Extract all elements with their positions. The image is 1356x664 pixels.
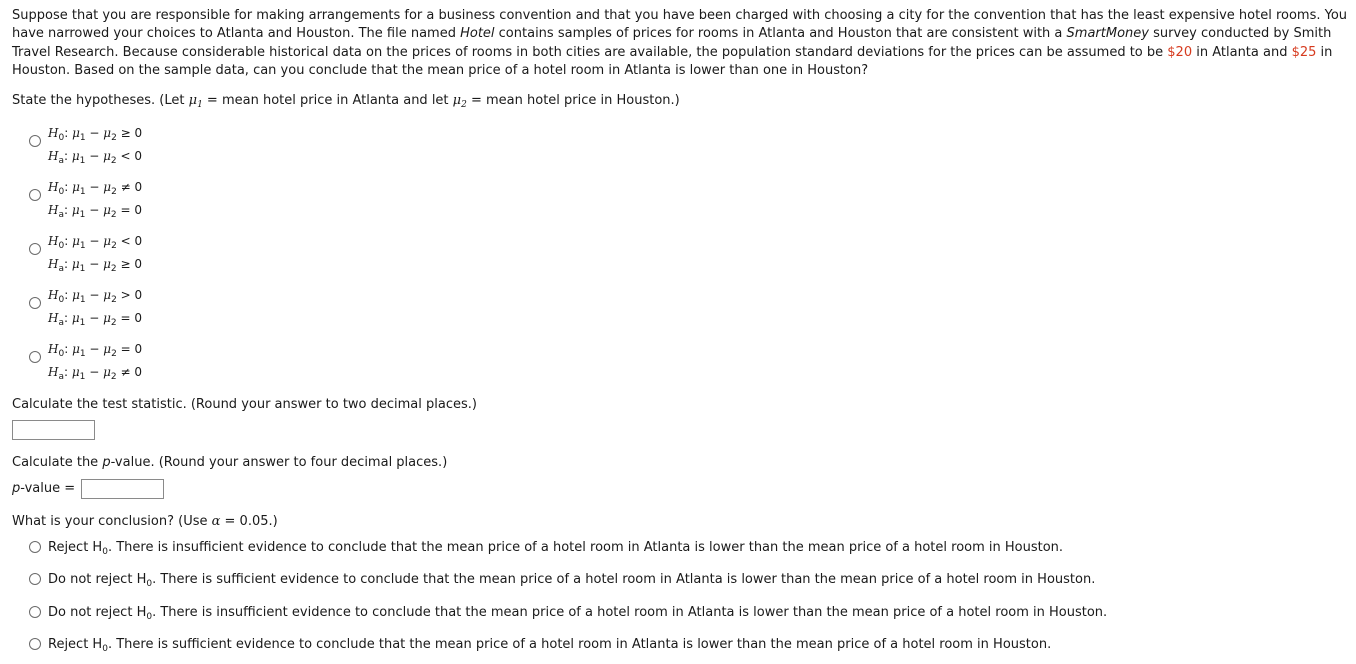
sd-houston: $25 (1291, 44, 1317, 60)
hypothesis-radio-1[interactable] (29, 135, 41, 147)
h0-line-1: $H_0$: $\mu_1 - \mu_2 \ge 0$ (48, 126, 143, 143)
hypotheses-prompt-b: = mean hotel price in Atlanta and let (202, 93, 453, 108)
hypotheses-prompt: State the hypotheses. (Let $\mu_1$ = mean hotel price in Atlanta and let $\mu_2$ = mean hotel price in Houston.) (12, 93, 680, 110)
hypothesis-radio-5[interactable] (29, 351, 41, 363)
conclusion-radio-1[interactable] (29, 541, 41, 553)
survey-name: SmartMoney (1066, 26, 1149, 42)
hypotheses-prompt-c: = mean hotel price in Houston.) (466, 93, 680, 108)
conclusion-radio-3[interactable] (29, 606, 41, 618)
problem-text-2: contains samples of prices for rooms in Atlanta and Houston that are consistent with a (494, 26, 1067, 42)
h0-line-2: $H_0$: $\mu_1 - \mu_2 \ne 0$ (48, 180, 143, 197)
conclusion-text-4: Reject $H_0$. There is sufficient evidence to conclude that the mean price of a hotel room in Atlanta is lower than the mean price of a hotel room in Houston. (48, 637, 1052, 654)
ha-line-3: $H_a$: $\mu_1 - \mu_2 \ge 0$ (48, 257, 142, 274)
h0-line-3: $H_0$: $\mu_1 - \mu_2 < 0$ (48, 234, 143, 251)
ha-line-5: $H_a$: $\mu_1 - \mu_2 \ne 0$ (48, 365, 142, 382)
hypothesis-radio-4[interactable] (29, 297, 41, 309)
h0-line-5: $H_0$: $\mu_1 - \mu_2 = 0$ (48, 342, 143, 359)
p-value-label: p-value = (12, 481, 76, 496)
problem-text-4: in Atlanta and (1192, 44, 1292, 60)
test-statistic-prompt: Calculate the test statistic. (Round your answer to two decimal places.) (12, 397, 477, 412)
ha-line-1: $H_a$: $\mu_1 - \mu_2 < 0$ (48, 149, 142, 166)
problem-text-1: Suppose that you are responsible for making arrangements for a business convention and that you have been charged with choosing a city for the convention that has the least expensive hotel rooms. You have narrowed your choices to Atlanta and Houston. The file named (12, 8, 1348, 42)
test-statistic-input[interactable] (12, 420, 95, 440)
problem-text-5: in Houston. Based on the sample data, can you conclude that the mean price of a hotel room in Atlanta is lower than one in Houston? (12, 44, 1333, 79)
conclusion-text-3: Do not reject $H_0$. There is insufficient evidence to conclude that the mean price of a hotel room in Atlanta is lower than the mean price of a hotel room in Houston. (48, 605, 1108, 622)
hypotheses-prompt-a: State the hypotheses. (Let (12, 93, 189, 108)
sd-atlanta: $20 (1167, 44, 1193, 60)
conclusion-text-2: Do not reject $H_0$. There is sufficient evidence to conclude that the mean price of a hotel room in Atlanta is lower than the mean price of a hotel room in Houston. (48, 572, 1096, 589)
p-value-prompt: Calculate the p-value. (Round your answer to four decimal places.) (12, 455, 448, 470)
conclusion-prompt: What is your conclusion? (Use α = 0.05.) (12, 514, 278, 529)
h0-line-4: $H_0$: $\mu_1 - \mu_2 > 0$ (48, 288, 143, 305)
conclusion-radio-4[interactable] (29, 638, 41, 650)
file-name-hotel: Hotel (460, 26, 495, 42)
hypothesis-radio-2[interactable] (29, 189, 41, 201)
problem-statement (12, 7, 1348, 81)
problem-text-3: survey conducted by Smith Travel Research. Because considerable historical data on the prices of rooms in both cities are available, the population standard deviations for the prices can be assumed to be (12, 26, 1332, 60)
ha-line-4: $H_a$: $\mu_1 - \mu_2 = 0$ (48, 311, 142, 328)
conclusion-radio-2[interactable] (29, 573, 41, 585)
p-value-input[interactable] (81, 479, 164, 499)
hypothesis-radio-3[interactable] (29, 243, 41, 255)
conclusion-text-1: Reject $H_0$. There is insufficient evidence to conclude that the mean price of a hotel room in Atlanta is lower than the mean price of a hotel room in Houston. (48, 540, 1064, 557)
ha-line-2: $H_a$: $\mu_1 - \mu_2 = 0$ (48, 203, 142, 220)
